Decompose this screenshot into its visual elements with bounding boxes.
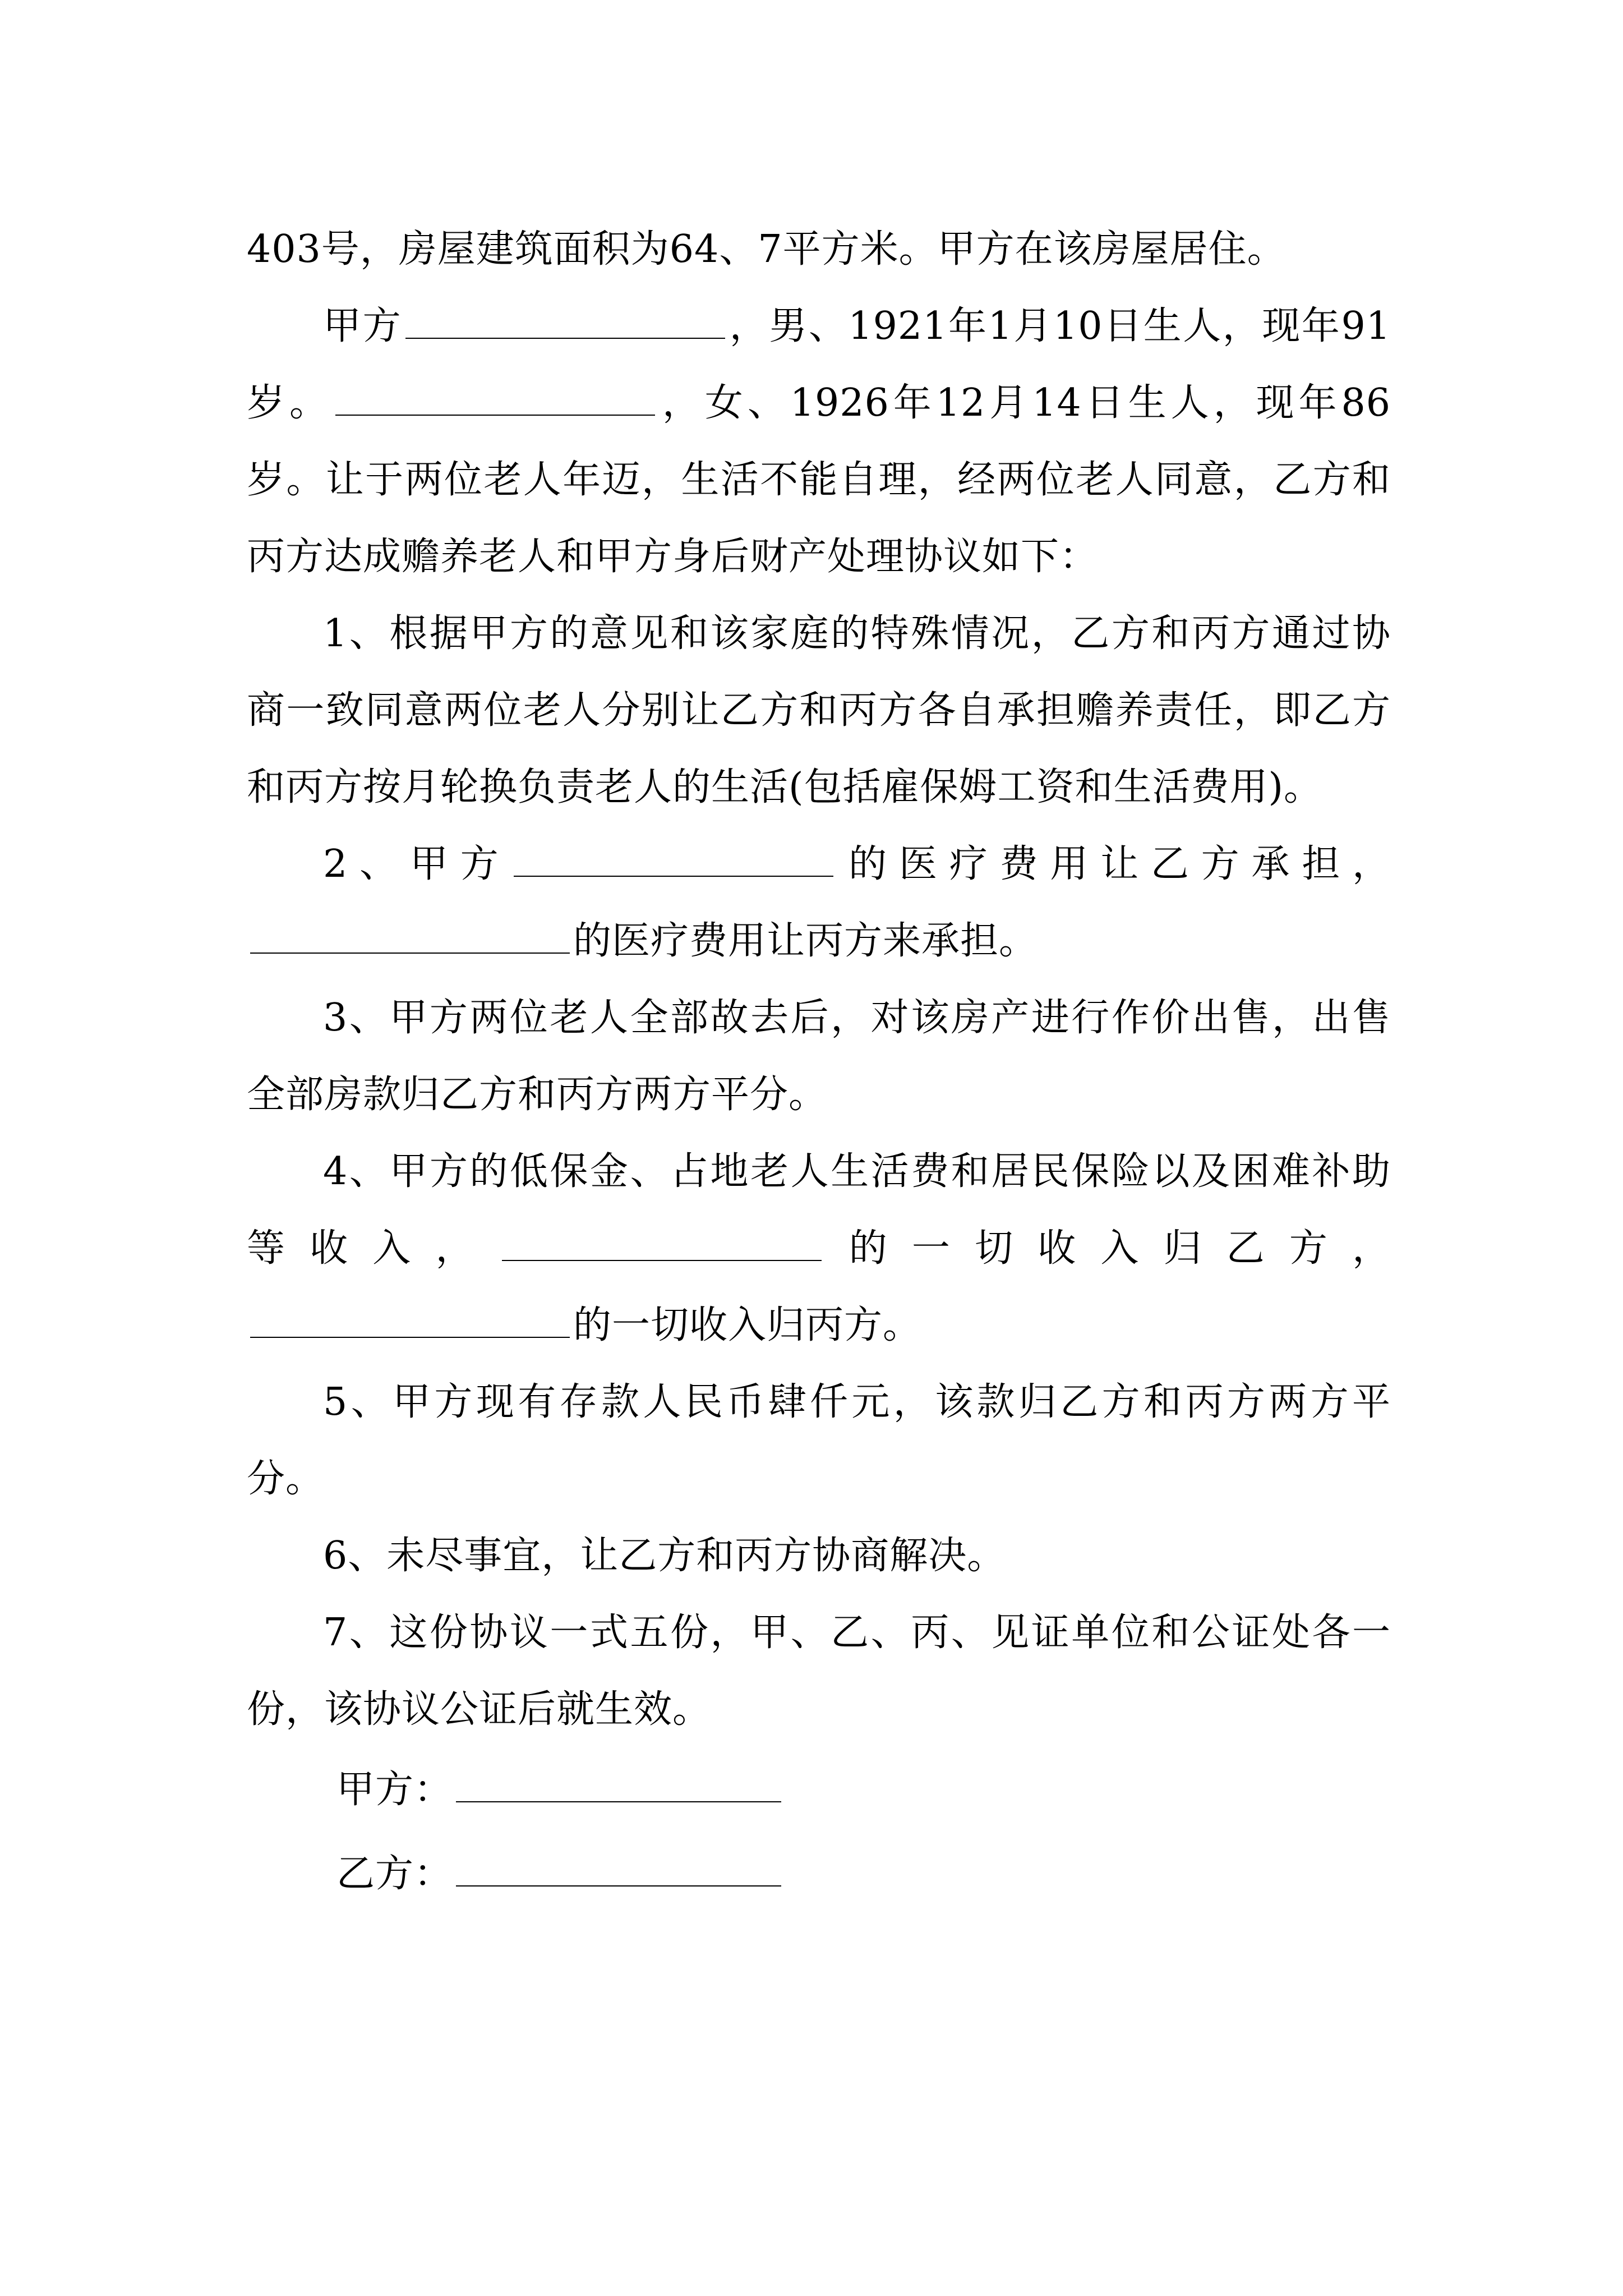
clause-5 [247,1364,1391,1517]
clause-3-text: 3、甲方两位老人全部故去后，对该房产进行作价出售，出售全部房款归乙方和丙方两方平分。 [247,996,1391,1117]
blank-line [514,873,833,877]
clause-7 [247,1594,1391,1748]
clause-2 [247,826,1391,979]
signature-party-a [247,1748,1391,1832]
clause-7-text: 7、这份协议一式五份，甲、乙、丙、见证单位和公证处各一份，该协议公证后就生效。 [247,1611,1391,1732]
clause-2-text-b: 的医疗费用让乙方承担， [837,842,1391,886]
signature-line [456,1883,781,1887]
parties-text-b: ，男、1921年1月10日生人，现年91岁。 [247,304,1391,425]
signature-party-b [247,1832,1391,1916]
clause-6-text: 6、未尽事宜，让乙方和丙方协商解决。 [323,1534,1006,1578]
blank-line [502,1258,822,1261]
signature-party-a-label: 甲方： [336,1768,453,1812]
paragraph-parties [247,288,1391,595]
blank-line [250,1335,570,1338]
parties-text-a: 甲方 [323,304,403,348]
blank-line [250,950,570,954]
clause-2-text-a: 2、甲方 [323,842,511,886]
clause-1 [247,595,1391,826]
blank-line [335,412,655,416]
signature-party-b-label: 乙方： [336,1852,453,1896]
clause-6 [247,1517,1391,1594]
house-info-text: 403号，房屋建筑面积为64、7平方米。甲方在该房屋居住。 [247,227,1286,272]
signature-line [456,1799,781,1802]
clause-4 [247,1133,1391,1364]
clause-3 [247,979,1391,1133]
agreement-body [247,211,1391,1916]
blank-line [405,335,725,339]
paragraph-house-info [247,211,1391,288]
clause-4-text-a: 4、甲方的低保金、占地老人生活费和居民保险以及困难补助等收入， [247,1149,1391,1271]
clause-2-text-c: 的医疗费用让丙方来承担。 [573,919,1038,963]
parties-text-c: ，女、1926年12月14日生人，现年86岁。让于两位老人年迈，生活不能自理，经两位老人同意，乙方和丙方达成赡养老人和甲方身后财产处理协议如下： [247,381,1391,579]
clause-1-text: 1、根据甲方的意见和该家庭的特殊情况，乙方和丙方通过协商一致同意两位老人分别让乙方和丙方各自承担赡养责任，即乙方和丙方按月轮换负责老人的生活(包括雇保姆工资和生活费用)。 [247,611,1391,809]
clause-5-text: 5、甲方现有存款人民币肆仟元，该款归乙方和丙方两方平分。 [247,1380,1391,1501]
clause-4-text-c: 的一切收入归丙方。 [573,1303,922,1347]
clause-4-text-b: 的一切收入归乙方， [824,1226,1391,1271]
